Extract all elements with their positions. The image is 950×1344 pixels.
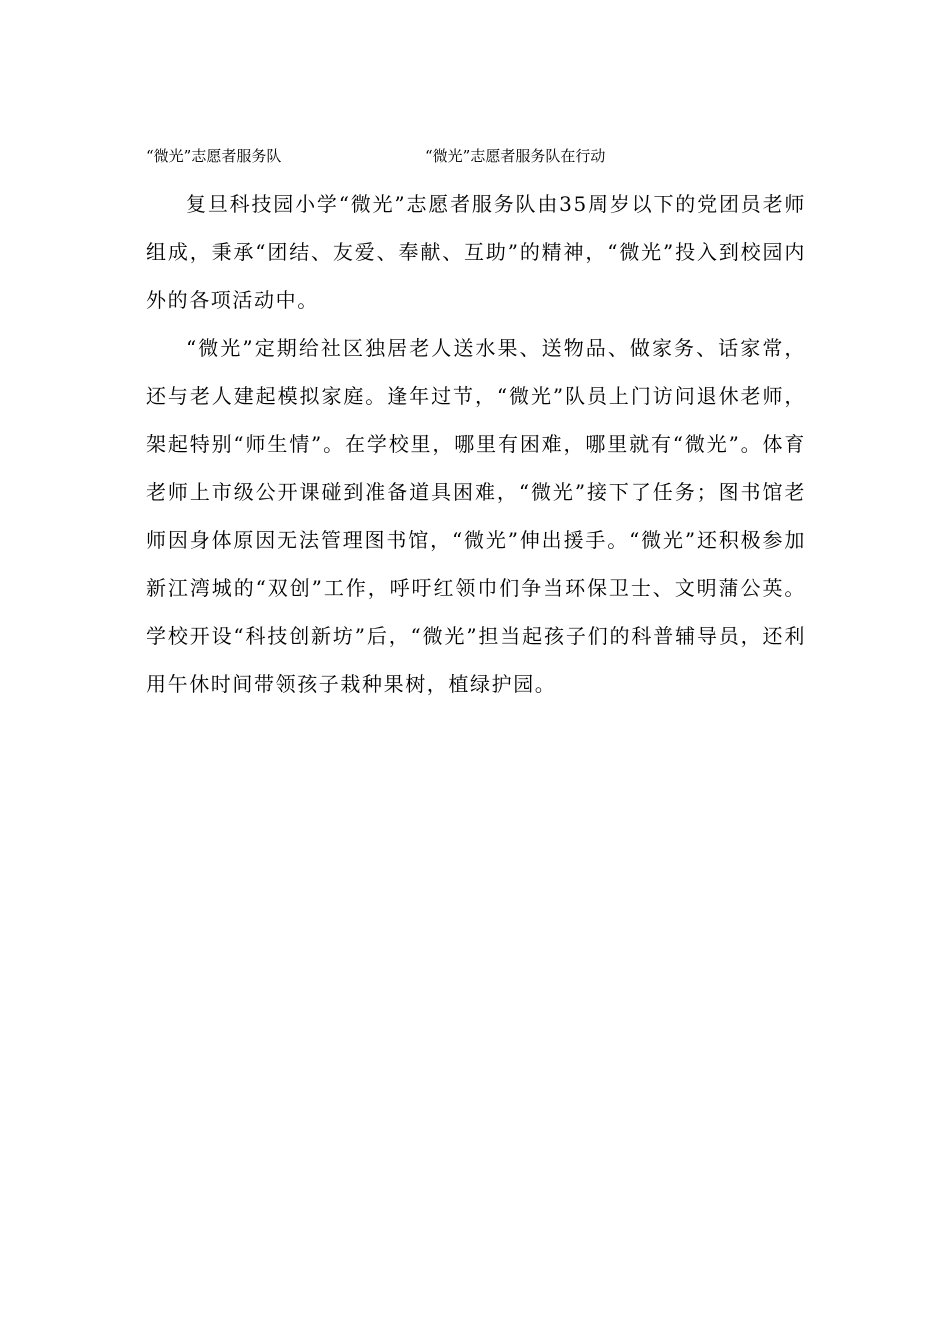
- photo-caption-left: “微光”志愿者服务队: [146, 147, 282, 165]
- paragraph-activities: “微光”定期给社区独居老人送水果、送物品、做家务、话家常，还与老人建起模拟家庭。逢年过节，“微光”队员上门访问退休老师，架起特别“师生情”。在学校里，哪里有困难，哪里就有“微光”。体育老师上市级公开课碰到准备道具困难，“微光”接下了任务；图书馆老师因身体原因无法管理图书馆，“微光”伸出援手。“微光”还积极参加新江湾城的“双创”工作，呼吁红领巾们争当环保卫士、文明蒲公英。学校开设“科技创新坊”后，“微光”担当起孩子们的科普辅导员，还利用午休时间带领孩子栽种果树，植绿护园。: [146, 336, 806, 696]
- photo-caption-right: “微光”志愿者服务队在行动: [425, 147, 606, 165]
- paragraph-intro: 复旦科技园小学“微光”志愿者服务队由35周岁以下的党团员老师组成，秉承“团结、友爱、奉献、互助”的精神，“微光”投入到校园内外的各项活动中。: [146, 192, 806, 312]
- article-body: [146, 180, 806, 708]
